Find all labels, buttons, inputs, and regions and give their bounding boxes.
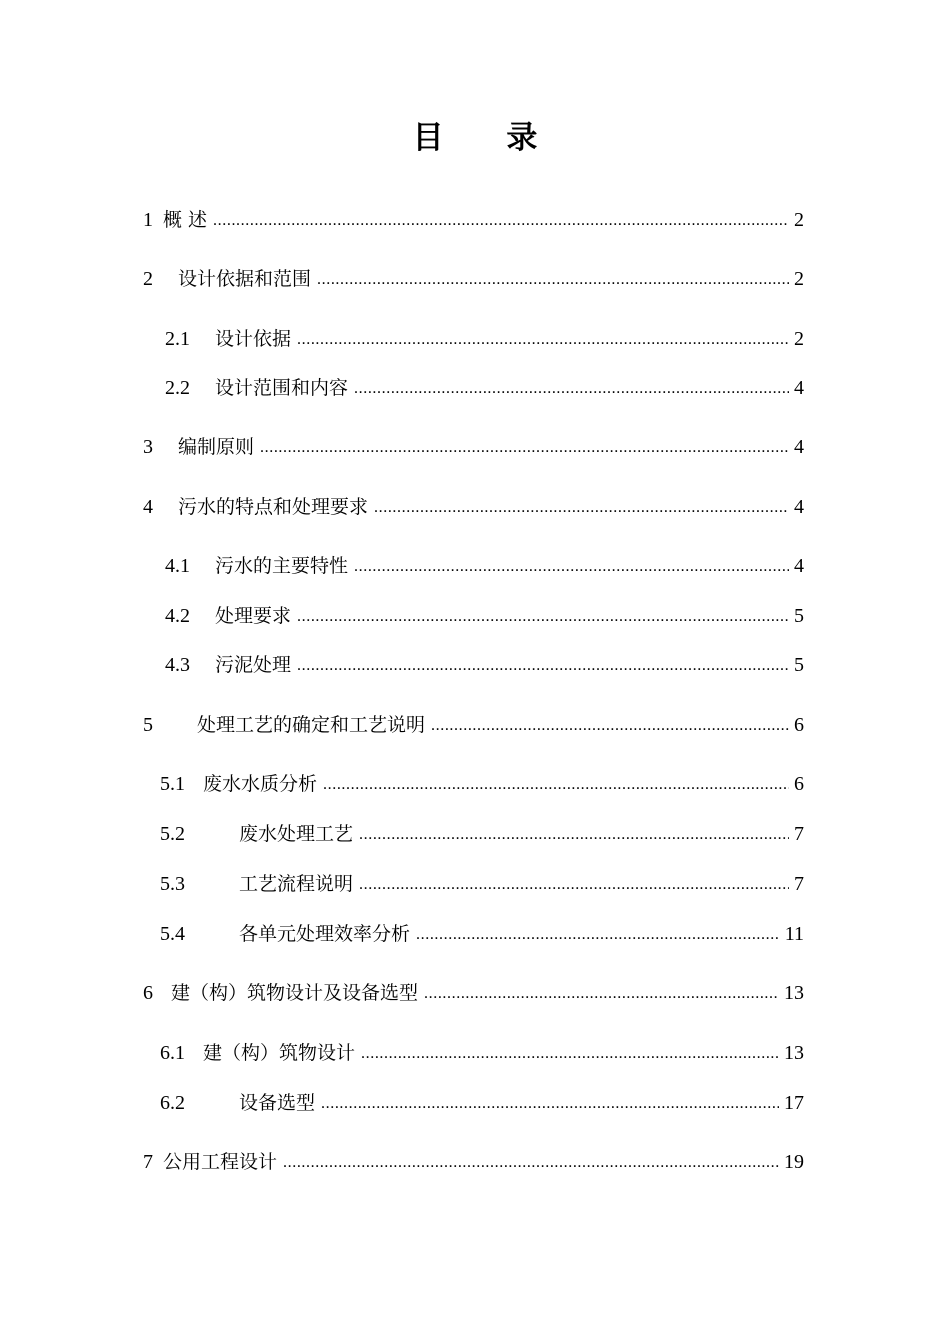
toc-entry[interactable]	[143, 207, 804, 233]
toc-entry[interactable]	[160, 821, 804, 847]
toc-entry[interactable]	[165, 375, 804, 401]
toc-entry-label: 设计依据	[215, 328, 292, 350]
toc-entry-number: 2	[143, 268, 153, 290]
toc-entry-label: 设计依据和范围	[178, 268, 312, 290]
toc-entry[interactable]	[143, 494, 804, 520]
toc-entry-page: 13	[784, 1042, 804, 1064]
dot-leader	[323, 772, 789, 798]
toc-entry[interactable]	[165, 326, 804, 352]
toc-entry-label: 污水的特点和处理要求	[178, 496, 369, 518]
toc-entry-number: 7	[143, 1151, 153, 1173]
toc-entry-label: 编制原则	[178, 436, 255, 458]
toc-entry-number: 5.1	[160, 773, 185, 795]
toc-entry-number: 4	[143, 496, 153, 518]
toc-entry-label: 处理要求	[215, 605, 292, 627]
toc-entry[interactable]	[143, 434, 804, 460]
toc-entry-page: 6	[794, 714, 804, 736]
toc-entry[interactable]	[165, 603, 804, 629]
toc-entry-page: 17	[784, 1092, 804, 1114]
toc-entry-number: 4.3	[165, 654, 190, 676]
toc-entry-page: 4	[794, 377, 804, 399]
dot-leader	[283, 1150, 779, 1176]
toc-entry-page: 4	[794, 555, 804, 577]
toc-entry-number: 4.2	[165, 605, 190, 627]
dot-leader	[213, 208, 789, 234]
toc-entry-number: 2.2	[165, 377, 190, 399]
toc-entry[interactable]	[160, 871, 804, 897]
toc-entry-label: 概 述	[163, 209, 208, 231]
toc-entry-page: 5	[794, 654, 804, 676]
dot-leader	[416, 922, 780, 948]
toc-entry-label: 设计范围和内容	[215, 377, 349, 399]
toc-entry-number: 5.3	[160, 873, 185, 895]
dot-leader	[297, 327, 789, 353]
toc-entry-label: 建（构）筑物设计及设备选型	[171, 982, 419, 1004]
toc-entry-page: 7	[794, 873, 804, 895]
dot-leader	[354, 554, 789, 580]
toc-entry-page: 2	[794, 328, 804, 350]
dot-leader	[374, 495, 789, 521]
toc-entry-number: 4.1	[165, 555, 190, 577]
toc-entry[interactable]	[160, 1090, 804, 1116]
toc-entry-label: 污泥处理	[215, 654, 292, 676]
toc-title: 目 录	[412, 120, 564, 156]
toc-entry[interactable]	[160, 1040, 804, 1066]
dot-leader	[297, 604, 789, 630]
toc-entry-number: 6.2	[160, 1092, 185, 1114]
toc-entry[interactable]	[143, 1149, 804, 1175]
toc-entry-number: 2.1	[165, 328, 190, 350]
toc-entry-page: 6	[794, 773, 804, 795]
toc-entry-number: 1	[143, 209, 153, 231]
toc-entry[interactable]	[143, 266, 804, 292]
toc-entry-page: 11	[784, 923, 804, 945]
dot-leader	[424, 981, 779, 1007]
dot-leader	[354, 376, 789, 402]
dot-leader	[359, 872, 789, 898]
toc-entry-page: 4	[794, 436, 804, 458]
toc-entry-number: 6.1	[160, 1042, 185, 1064]
toc-entry-page: 19	[784, 1151, 804, 1173]
toc-entry-label: 设备选型	[239, 1092, 316, 1114]
toc-entry-label: 建（构）筑物设计	[203, 1042, 356, 1064]
toc-entry-label: 工艺流程说明	[239, 873, 354, 895]
toc-entry[interactable]	[160, 771, 804, 797]
toc-entry-number: 5.2	[160, 823, 185, 845]
toc-entry-page: 5	[794, 605, 804, 627]
toc-entry-label: 公用工程设计	[163, 1151, 278, 1173]
toc-entry[interactable]	[165, 553, 804, 579]
dot-leader	[317, 267, 789, 293]
toc-entry-number: 3	[143, 436, 153, 458]
dot-leader	[361, 1041, 779, 1067]
dot-leader	[297, 653, 789, 679]
toc-entry-label: 废水水质分析	[203, 773, 318, 795]
toc-entry[interactable]	[165, 652, 804, 678]
toc-entry-page: 13	[784, 982, 804, 1004]
toc-entry-number: 5	[143, 714, 153, 736]
toc-entry-label: 各单元处理效率分析	[239, 923, 411, 945]
toc-entry[interactable]	[143, 980, 804, 1006]
toc-entry-page: 4	[794, 496, 804, 518]
toc-entry[interactable]	[160, 921, 804, 947]
toc-entry-page: 2	[794, 268, 804, 290]
dot-leader	[321, 1091, 779, 1117]
toc-entry-label: 处理工艺的确定和工艺说明	[197, 714, 426, 736]
toc-entry-label: 污水的主要特性	[215, 555, 349, 577]
dot-leader	[260, 435, 789, 461]
toc-entry-page: 7	[794, 823, 804, 845]
toc-entry-number: 6	[143, 982, 153, 1004]
toc-entry[interactable]	[143, 712, 804, 738]
dot-leader	[359, 822, 789, 848]
toc-entry-number: 5.4	[160, 923, 185, 945]
toc-entry-page: 2	[794, 209, 804, 231]
dot-leader	[431, 713, 789, 739]
toc-entry-label: 废水处理工艺	[239, 823, 354, 845]
